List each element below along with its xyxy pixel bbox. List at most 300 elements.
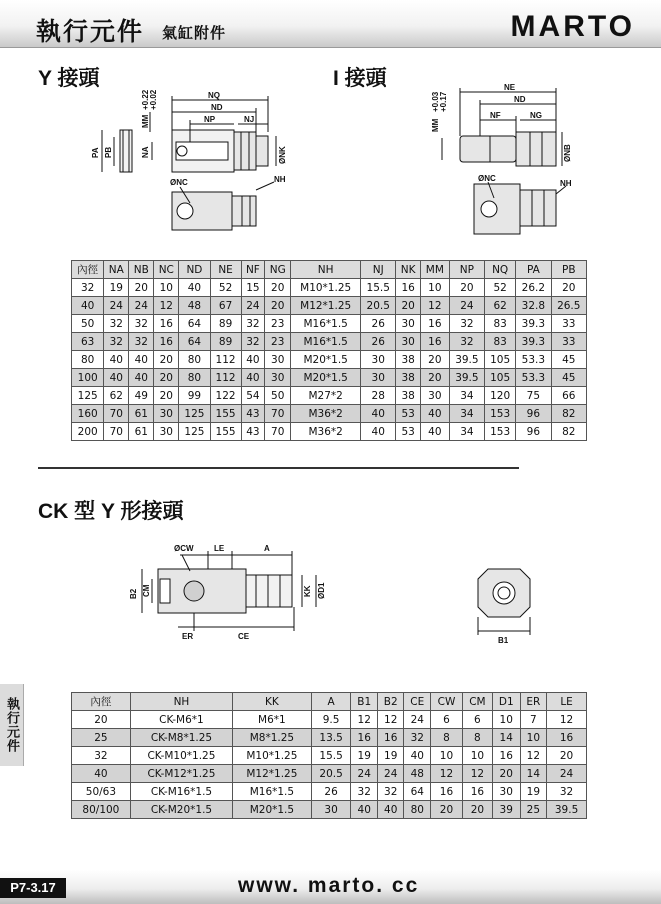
dim-mm-tol-upper: +0.22 (141, 89, 150, 110)
table-cell: 30 (361, 369, 396, 387)
table-cell: 33 (551, 315, 586, 333)
table-cell: 96 (516, 405, 551, 423)
table-cell: 40 (104, 369, 129, 387)
dim-b2: B2 (129, 588, 138, 599)
table-cell: 30 (154, 405, 179, 423)
table-cell: 20 (72, 711, 131, 729)
table-cell: 24 (404, 711, 431, 729)
table-cell: 80 (72, 351, 104, 369)
table-cell: 32 (377, 783, 403, 801)
table-cell: 48 (404, 765, 431, 783)
table-cell: 52 (210, 279, 241, 297)
table-cell: 80 (179, 369, 210, 387)
dim-nh: NH (274, 175, 286, 184)
column-header: ND (179, 261, 210, 279)
column-header: 內徑 (72, 261, 104, 279)
table-cell: 50/63 (72, 783, 131, 801)
column-header: A (311, 693, 351, 711)
table-cell: 16 (154, 315, 179, 333)
table-cell: 67 (210, 297, 241, 315)
table-cell: 122 (210, 387, 241, 405)
table-cell: 153 (485, 405, 516, 423)
table-cell: M12*1.25 (233, 765, 312, 783)
table-cell: 10 (431, 747, 463, 765)
table-row (72, 279, 587, 297)
table-row (72, 387, 587, 405)
dim-cm: CM (142, 584, 151, 597)
table-cell: 53 (396, 423, 421, 441)
table-cell: 53.3 (516, 369, 551, 387)
table-cell: 6 (462, 711, 492, 729)
table-cell: 89 (210, 333, 241, 351)
dim-mm-tol-lower: +0.17 (439, 91, 448, 112)
column-header: NH (130, 693, 232, 711)
table-cell: 16 (420, 315, 449, 333)
table-cell: 26 (361, 315, 396, 333)
dim-nc: ØNC (478, 174, 496, 183)
dim-nh: NH (560, 179, 572, 188)
table-cell: 32 (547, 783, 587, 801)
brand-logo: MARTO (510, 10, 635, 43)
table-row (72, 405, 587, 423)
table-cell: 20 (492, 765, 520, 783)
table-cell: 16 (377, 729, 403, 747)
table-row (72, 801, 587, 819)
table-cell: 30 (265, 351, 291, 369)
table-cell: 32 (129, 333, 154, 351)
table-cell: 61 (129, 423, 154, 441)
table-cell: M16*1.5 (291, 333, 361, 351)
dim-np: NP (204, 115, 216, 124)
y-i-joint-spec-table (71, 260, 587, 441)
table-cell: 40 (104, 351, 129, 369)
i-joint-rod (460, 136, 516, 162)
table-cell: 30 (396, 315, 421, 333)
table-cell: 10 (420, 279, 449, 297)
dim-mm-tol-lower: +0.02 (149, 89, 158, 110)
table-cell: 32 (449, 315, 484, 333)
table-cell: 70 (265, 423, 291, 441)
table-cell: 32 (404, 729, 431, 747)
dim-ng: NG (530, 111, 542, 120)
column-header: MM (420, 261, 449, 279)
dim-er: ER (182, 632, 194, 641)
table-cell: M27*2 (291, 387, 361, 405)
table-cell: 16 (547, 729, 587, 747)
table-cell: M12*1.25 (291, 297, 361, 315)
table-cell: 45 (551, 369, 586, 387)
table-cell: 38 (396, 369, 421, 387)
page-header (0, 0, 661, 48)
column-header: B1 (351, 693, 377, 711)
table-cell: 10 (520, 729, 547, 747)
y-joint-title: Y 接頭 (38, 67, 100, 90)
table-cell: 40 (241, 351, 265, 369)
table-cell: 19 (520, 783, 547, 801)
table-cell: 9.5 (311, 711, 351, 729)
table-cell: 38 (396, 387, 421, 405)
table-cell: 48 (179, 297, 210, 315)
table-cell: CK-M8*1.25 (130, 729, 232, 747)
table-cell: 82 (551, 423, 586, 441)
table-cell: 30 (154, 423, 179, 441)
dim-nk: ØNK (278, 146, 287, 164)
table-cell: 12 (377, 711, 403, 729)
table-cell: 39.5 (547, 801, 587, 819)
table-cell: 12 (154, 297, 179, 315)
table-cell: 25 (520, 801, 547, 819)
page-footer (0, 870, 661, 904)
table-cell: 26 (311, 783, 351, 801)
table-cell: 24 (377, 765, 403, 783)
table-cell: 32 (72, 747, 131, 765)
table-row (72, 747, 587, 765)
table-cell: 16 (351, 729, 377, 747)
i-joint-drawing (420, 82, 600, 242)
column-header: NJ (361, 261, 396, 279)
table-cell: CK-M12*1.25 (130, 765, 232, 783)
header-title: 執行元件 (36, 17, 145, 46)
table-cell: 39 (492, 801, 520, 819)
table-cell: 20 (462, 801, 492, 819)
table-cell: M10*1.25 (291, 279, 361, 297)
table-cell: 32 (241, 315, 265, 333)
side-tab: 執行元件 (0, 684, 24, 766)
column-header: 內徑 (72, 693, 131, 711)
table-cell: 70 (104, 405, 129, 423)
column-header: NF (241, 261, 265, 279)
table-cell: 66 (551, 387, 586, 405)
table-cell: 10 (462, 747, 492, 765)
dim-nb: ØNB (563, 144, 572, 162)
table-cell: 112 (210, 351, 241, 369)
table-row (72, 297, 587, 315)
table-cell: 49 (129, 387, 154, 405)
table-cell: 43 (241, 423, 265, 441)
column-header: NQ (485, 261, 516, 279)
table-cell: 40 (72, 765, 131, 783)
table-cell: 12 (420, 297, 449, 315)
dim-nj: NJ (244, 115, 255, 124)
table-cell: 16 (420, 333, 449, 351)
table-cell: 20 (547, 747, 587, 765)
table-cell: 64 (179, 315, 210, 333)
dim-na: NA (141, 146, 150, 158)
dim-nq: NQ (208, 91, 220, 100)
table-header-row (72, 693, 587, 711)
column-header: ER (520, 693, 547, 711)
dim-nd: ND (211, 103, 223, 112)
table-cell: 16 (396, 279, 421, 297)
table-cell: 43 (241, 405, 265, 423)
table-cell: 200 (72, 423, 104, 441)
table-cell: 12 (547, 711, 587, 729)
table-cell: 160 (72, 405, 104, 423)
table-cell: 20 (154, 369, 179, 387)
table-cell: CK-M20*1.5 (130, 801, 232, 819)
table-cell: 20 (431, 801, 463, 819)
table-cell: 52 (485, 279, 516, 297)
header-subtitle: 氣缸附件 (162, 24, 227, 42)
table-cell: 70 (265, 405, 291, 423)
table-cell: 24 (241, 297, 265, 315)
dim-d1: ØD1 (317, 582, 326, 599)
table-cell: 8 (462, 729, 492, 747)
i-joint-title: I 接頭 (333, 67, 387, 90)
table-cell: 32 (72, 279, 104, 297)
column-header: PB (551, 261, 586, 279)
section-divider (38, 467, 519, 469)
ck-joint-shank (246, 575, 292, 607)
dim-nf: NF (490, 111, 501, 120)
table-cell: 62 (485, 297, 516, 315)
table-cell: 34 (449, 423, 484, 441)
table-cell: 40 (241, 369, 265, 387)
column-header: NE (210, 261, 241, 279)
table-cell: 24 (351, 765, 377, 783)
dim-ne: NE (504, 83, 516, 92)
table-cell: M20*1.5 (233, 801, 312, 819)
table-cell: M6*1 (233, 711, 312, 729)
table-cell: 40 (404, 747, 431, 765)
column-header: KK (233, 693, 312, 711)
table-cell: 16 (154, 333, 179, 351)
table-cell: 15.5 (311, 747, 351, 765)
table-cell: 30 (311, 801, 351, 819)
table-cell: 24 (449, 297, 484, 315)
table-cell: 105 (485, 369, 516, 387)
table-cell: 30 (396, 333, 421, 351)
table-cell: M16*1.5 (291, 315, 361, 333)
column-header: NK (396, 261, 421, 279)
column-header: CE (404, 693, 431, 711)
table-cell: 40 (420, 405, 449, 423)
table-cell: 19 (104, 279, 129, 297)
table-cell: 34 (449, 387, 484, 405)
table-cell: 24 (547, 765, 587, 783)
table-row (72, 351, 587, 369)
dim-cw: ØCW (174, 544, 194, 553)
table-cell: 12 (520, 747, 547, 765)
table-cell: M16*1.5 (233, 783, 312, 801)
column-header: PA (516, 261, 551, 279)
table-cell: 39.5 (449, 369, 484, 387)
table-cell: 20 (420, 369, 449, 387)
table-cell: 28 (361, 387, 396, 405)
table-cell: 20 (551, 279, 586, 297)
column-header: B2 (377, 693, 403, 711)
table-cell: 12 (351, 711, 377, 729)
table-row (72, 423, 587, 441)
table-cell: 30 (265, 369, 291, 387)
table-cell: 30 (492, 783, 520, 801)
table-cell: 53 (396, 405, 421, 423)
column-header: CW (431, 693, 463, 711)
table-cell: 20 (265, 297, 291, 315)
table-cell: 16 (492, 747, 520, 765)
table-cell: 63 (72, 333, 104, 351)
dim-pa: PA (91, 147, 100, 158)
table-cell: 24 (129, 297, 154, 315)
table-cell: CK-M10*1.25 (130, 747, 232, 765)
table-cell: 20 (154, 351, 179, 369)
table-cell: CK-M16*1.5 (130, 783, 232, 801)
table-cell: 61 (129, 405, 154, 423)
y-joint-drawing (80, 82, 310, 242)
column-header: NP (449, 261, 484, 279)
table-cell: 32 (129, 315, 154, 333)
table-cell: 75 (516, 387, 551, 405)
table-cell: 38 (396, 351, 421, 369)
table-cell: 80/100 (72, 801, 131, 819)
table-cell: 32 (351, 783, 377, 801)
table-cell: 83 (485, 333, 516, 351)
table-cell: CK-M6*1 (130, 711, 232, 729)
column-header: D1 (492, 693, 520, 711)
table-cell: 89 (210, 315, 241, 333)
table-row (72, 315, 587, 333)
table-row (72, 369, 587, 387)
table-cell: 33 (551, 333, 586, 351)
table-row (72, 783, 587, 801)
table-cell: 32.8 (516, 297, 551, 315)
table-cell: M8*1.25 (233, 729, 312, 747)
table-cell: 32 (104, 333, 129, 351)
table-cell: 40 (179, 279, 210, 297)
ck-joint-spec-table (71, 692, 587, 819)
table-cell: M20*1.5 (291, 351, 361, 369)
i-joint-head (516, 132, 556, 166)
table-cell: 26 (361, 333, 396, 351)
table-cell: 30 (420, 387, 449, 405)
table-cell: 6 (431, 711, 463, 729)
table-cell: 25 (72, 729, 131, 747)
table-cell: 125 (179, 423, 210, 441)
table-cell: 83 (485, 315, 516, 333)
table-cell: 19 (377, 747, 403, 765)
dim-nc: ØNC (170, 178, 188, 187)
table-cell: 20 (449, 279, 484, 297)
table-cell: 40 (420, 423, 449, 441)
table-cell: 26.2 (516, 279, 551, 297)
table-cell: 80 (179, 351, 210, 369)
table-cell: 39.3 (516, 333, 551, 351)
table-cell: 16 (431, 783, 463, 801)
table-cell: 40 (129, 369, 154, 387)
ck-joint-title: CK 型 Y 形接頭 (38, 500, 184, 523)
table-cell: 100 (72, 369, 104, 387)
table-cell: 125 (179, 405, 210, 423)
table-cell: 112 (210, 369, 241, 387)
table-cell: M36*2 (291, 423, 361, 441)
dim-mm-tol-upper: +0.03 (431, 91, 440, 112)
table-cell: M20*1.5 (291, 369, 361, 387)
table-cell: 50 (72, 315, 104, 333)
table-cell: 96 (516, 423, 551, 441)
table-cell: 20 (265, 279, 291, 297)
table-cell: 10 (154, 279, 179, 297)
table-cell: 20 (420, 351, 449, 369)
table-cell: 40 (377, 801, 403, 819)
table-cell: 64 (179, 333, 210, 351)
column-header: CM (462, 693, 492, 711)
table-cell: 53.3 (516, 351, 551, 369)
dim-kk: KK (303, 585, 312, 597)
table-cell: 120 (485, 387, 516, 405)
table-cell: 40 (72, 297, 104, 315)
table-cell: 40 (129, 351, 154, 369)
dim-a: A (264, 544, 270, 553)
website-link[interactable]: www. marto. cc (238, 874, 420, 897)
table-row (72, 729, 587, 747)
table-cell: 12 (462, 765, 492, 783)
table-header-row (72, 261, 587, 279)
table-row (72, 333, 587, 351)
table-cell: 82 (551, 405, 586, 423)
table-cell: 15 (241, 279, 265, 297)
dim-mm: MM (141, 114, 150, 128)
column-header: NB (129, 261, 154, 279)
table-cell: 15.5 (361, 279, 396, 297)
table-cell: 64 (404, 783, 431, 801)
table-cell: 20 (154, 387, 179, 405)
table-row (72, 711, 587, 729)
table-cell: 32 (241, 333, 265, 351)
table-cell: 105 (485, 351, 516, 369)
y-joint-end-view (120, 130, 132, 172)
table-cell: M10*1.25 (233, 747, 312, 765)
table-cell: 45 (551, 351, 586, 369)
dim-pb: PB (104, 146, 113, 158)
table-cell: 26.5 (551, 297, 586, 315)
ck-joint-drawing (120, 535, 560, 645)
table-cell: 34 (449, 405, 484, 423)
table-cell: 14 (492, 729, 520, 747)
table-cell: 23 (265, 333, 291, 351)
table-cell: 16 (462, 783, 492, 801)
table-cell: 40 (361, 423, 396, 441)
table-cell: 32 (449, 333, 484, 351)
column-header: NA (104, 261, 129, 279)
table-row (72, 765, 587, 783)
table-cell: 155 (210, 405, 241, 423)
table-cell: 14 (520, 765, 547, 783)
table-cell: 19 (351, 747, 377, 765)
dim-nd: ND (514, 95, 526, 104)
table-cell: 40 (351, 801, 377, 819)
table-cell: 54 (241, 387, 265, 405)
column-header: LE (547, 693, 587, 711)
table-cell: 80 (404, 801, 431, 819)
table-cell: 39.3 (516, 315, 551, 333)
table-cell: 153 (485, 423, 516, 441)
table-cell: 7 (520, 711, 547, 729)
table-cell: 155 (210, 423, 241, 441)
dim-b1: B1 (498, 636, 509, 645)
table-cell: 20 (129, 279, 154, 297)
table-cell: 99 (179, 387, 210, 405)
table-cell: 62 (104, 387, 129, 405)
table-cell: 13.5 (311, 729, 351, 747)
column-header: NH (291, 261, 361, 279)
table-cell: 23 (265, 315, 291, 333)
y-joint-shank (234, 132, 256, 170)
table-cell: 39.5 (449, 351, 484, 369)
page-number: P7-3.17 (0, 878, 66, 898)
dim-mm: MM (431, 118, 440, 132)
table-cell: 125 (72, 387, 104, 405)
dim-le: LE (214, 544, 225, 553)
